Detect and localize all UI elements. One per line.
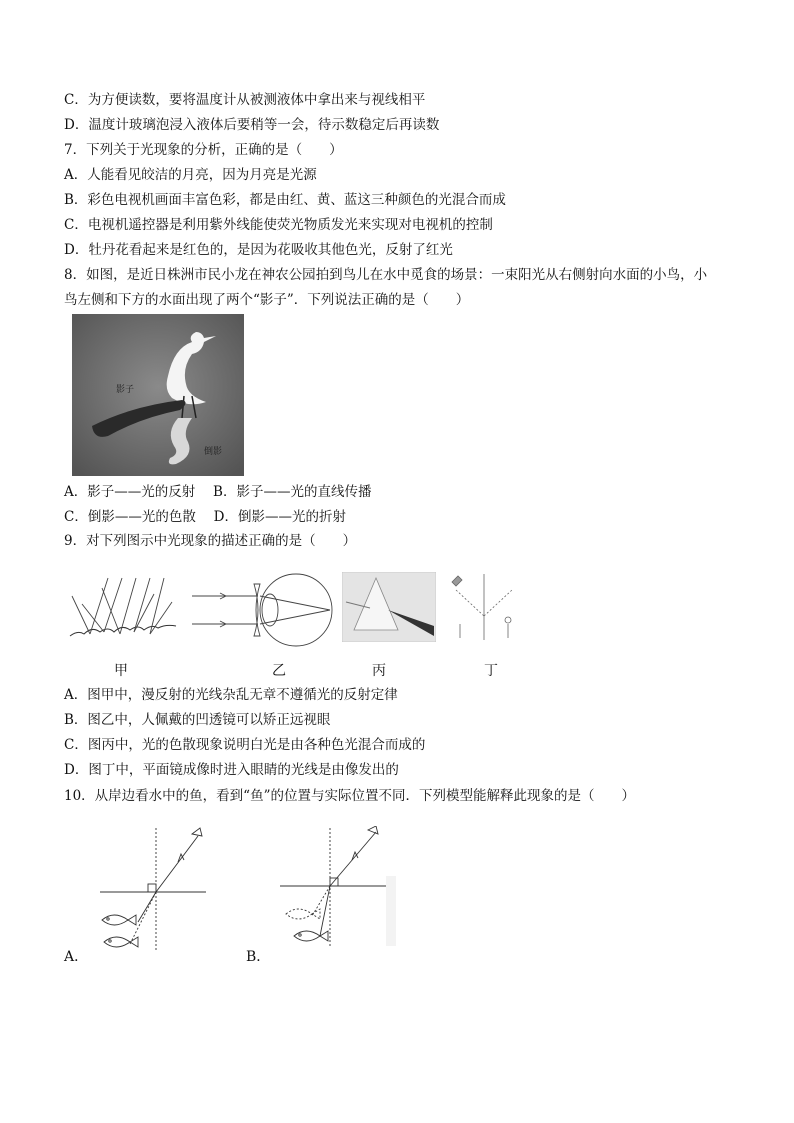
figure-caption-bing: 丙 xyxy=(372,663,386,679)
eye-lens-diagram xyxy=(190,570,338,652)
question-8-stem-2: 鸟左侧和下方的水面出现了两个“影子”．下列说法正确的是（ ） xyxy=(64,292,470,308)
bird-photo xyxy=(72,314,244,476)
refraction-model-b xyxy=(276,826,396,952)
shadow-label: 影子 xyxy=(116,385,135,395)
reflection-label: 倒影 xyxy=(204,447,223,457)
figure-caption-jia: 甲 xyxy=(114,663,128,679)
question-8-options-cd: C．倒影——光的色散 D．倒影——光的折射 xyxy=(64,509,346,525)
text-line-2: D．温度计玻璃泡浸入液体后要稍等一会，待示数稳定后再读数 xyxy=(64,117,440,133)
question-10-stem: 10．从岸边看水中的鱼，看到“鱼”的位置与实际位置不同．下列模型能解释此现象的是（ ） xyxy=(64,788,635,804)
question-9-option-d: D．图丁中，平面镜成像时进入眼睛的光线是由像发出的 xyxy=(64,762,399,778)
question-8-options-ab: A．影子——光的反射 B．影子——光的直线传播 xyxy=(64,484,372,500)
plane-mirror-diagram xyxy=(446,572,526,642)
question-7-stem: 7．下列关于光现象的分析，正确的是（ ） xyxy=(64,142,343,158)
question-7-option-a: A．人能看见皎洁的月亮，因为月亮是光源 xyxy=(64,167,317,183)
prism-dispersion-photo xyxy=(342,572,436,642)
question-9-option-c: C．图丙中，光的色散现象说明白光是由各种色光混合而成的 xyxy=(64,737,426,753)
refraction-model-a xyxy=(94,826,214,952)
question-7-option-d: D．牡丹花看起来是红色的，是因为花吸收其他色光，反射了红光 xyxy=(64,242,453,258)
figure-caption-ding: 丁 xyxy=(484,663,498,679)
question-9-stem: 9．对下列图示中光现象的描述正确的是（ ） xyxy=(64,533,357,549)
question-8-stem-1: 8．如图，是近日株洲市民小龙在神农公园拍到鸟儿在水中觅食的场景：一束阳光从右侧射向水面的小鸟，小 xyxy=(64,267,708,283)
question-7-option-c: C．电视机遥控器是利用紫外线能使荧光物质发光来实现对电视机的控制 xyxy=(64,217,493,233)
diffuse-reflection-diagram xyxy=(68,574,180,640)
figure-caption-yi: 乙 xyxy=(272,663,286,679)
option-a-label: A． xyxy=(64,949,89,965)
question-9-option-b: B．图乙中，人佩戴的凹透镜可以矫正远视眼 xyxy=(64,712,331,728)
question-7-option-b: B．彩色电视机画面丰富色彩，都是由红、黄、蓝这三种颜色的光混合而成 xyxy=(64,192,506,208)
text-line-1: C．为方便读数，要将温度计从被测液体中拿出来与视线相平 xyxy=(64,92,426,108)
question-9-option-a: A．图甲中，漫反射的光线杂乱无章不遵循光的反射定律 xyxy=(64,687,398,703)
option-b-label: B． xyxy=(246,949,271,965)
